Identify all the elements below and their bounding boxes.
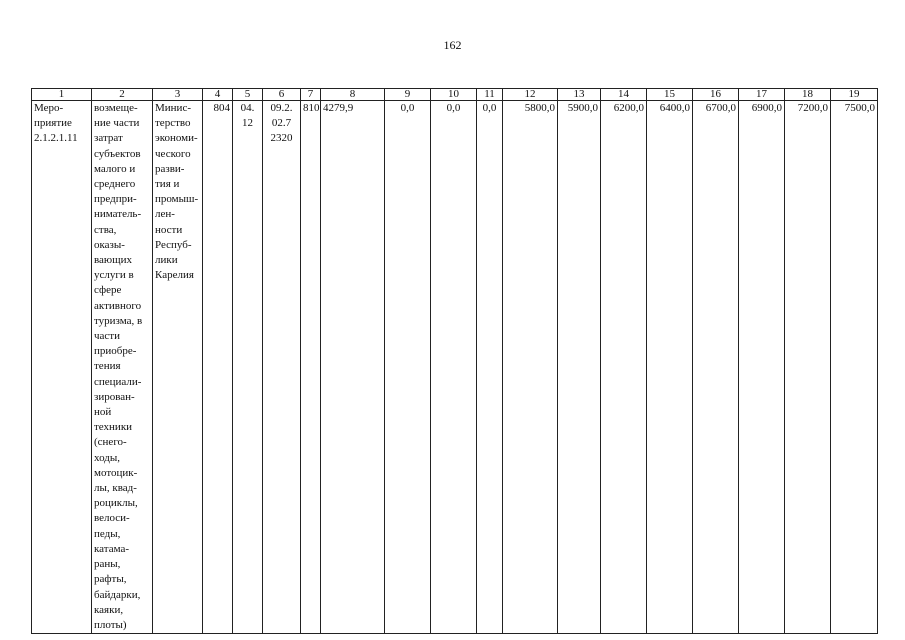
table-cell: 09.2. 02.7 2320 <box>263 101 301 634</box>
column-header: 17 <box>739 89 785 101</box>
column-header: 5 <box>233 89 263 101</box>
table-cell: 6200,0 <box>601 101 647 634</box>
measure-cell: Меро- приятие 2.1.2.1.11 <box>32 101 92 634</box>
column-header: 12 <box>503 89 558 101</box>
column-header: 9 <box>385 89 431 101</box>
column-header: 3 <box>153 89 203 101</box>
column-header: 2 <box>92 89 153 101</box>
column-header: 4 <box>203 89 233 101</box>
table-cell: 0,0 <box>477 101 503 634</box>
table-row <box>32 101 878 634</box>
executor-cell: Минис- терство экономи- ческого разви- тия и промыш- лен- ности Респуб- лики Карелия <box>153 101 203 634</box>
table-cell: 804 <box>203 101 233 634</box>
column-header: 13 <box>558 89 601 101</box>
table-cell: 810 <box>301 101 321 634</box>
column-header: 8 <box>321 89 385 101</box>
header-row <box>32 89 878 101</box>
table-cell: 6900,0 <box>739 101 785 634</box>
column-header: 19 <box>831 89 878 101</box>
column-header: 11 <box>477 89 503 101</box>
column-header: 7 <box>301 89 321 101</box>
column-header: 1 <box>32 89 92 101</box>
table-cell: 0,0 <box>431 101 477 634</box>
column-header: 6 <box>263 89 301 101</box>
column-header: 18 <box>785 89 831 101</box>
table-cell: 5900,0 <box>558 101 601 634</box>
table-cell: 0,0 <box>385 101 431 634</box>
table-cell: 4279,9 <box>321 101 385 634</box>
table-cell: 6700,0 <box>693 101 739 634</box>
column-header: 16 <box>693 89 739 101</box>
table-cell: 7200,0 <box>785 101 831 634</box>
table-cell: 5800,0 <box>503 101 558 634</box>
budget-table <box>31 88 878 634</box>
description-cell: возмеще- ние части затрат субъектов малого и среднего предпри- ниматель- ства, оказы- вающих услуги в сфере активного туризма, в части приобре- тения специали- зирован- ной техники (снего- ходы, мотоцик- лы, квад- роциклы, велоси- педы, катама- раны, рафты, байдарки, каяки, плоты) <box>92 101 153 634</box>
column-header: 15 <box>647 89 693 101</box>
page-number: 162 <box>443 38 462 52</box>
table-cell: 04. 12 <box>233 101 263 634</box>
column-header: 14 <box>601 89 647 101</box>
column-header: 10 <box>431 89 477 101</box>
table-cell: 7500,0 <box>831 101 878 634</box>
table-cell: 6400,0 <box>647 101 693 634</box>
